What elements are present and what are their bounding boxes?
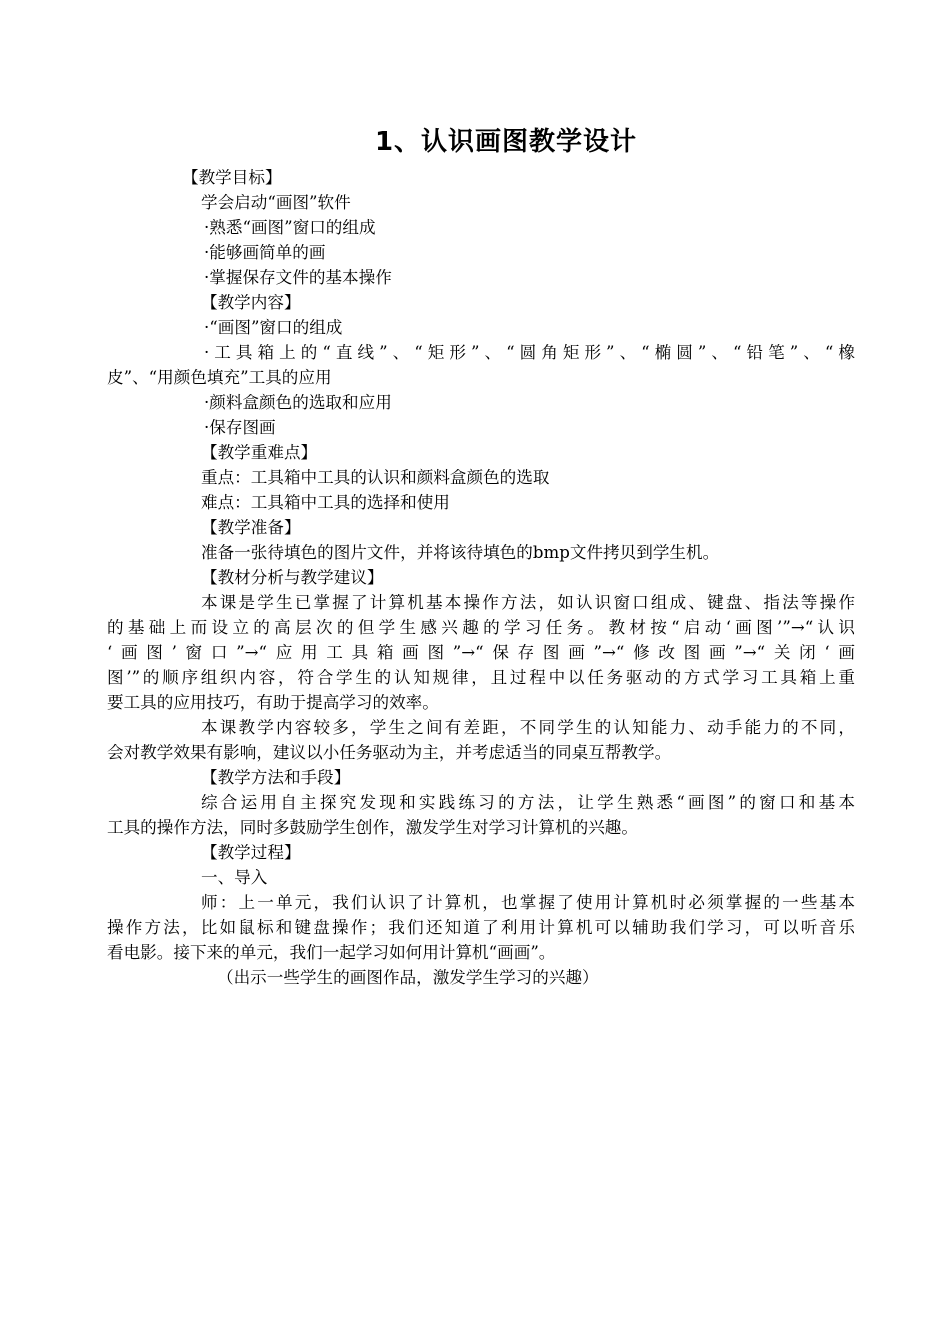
text-line: 【教学内容】 [201, 293, 301, 312]
text-line: 操作方法，比如鼠标和键盘操作；我们还知道了利用计算机可以辅助我们学习，可以听音乐 [107, 918, 855, 937]
text-line: ·颜料盒颜色的选取和应用 [204, 393, 392, 412]
text-line: ‘画图’窗口”→“应用工具箱画图”→“保存图画”→“修改图画”→“关闭‘画 [107, 643, 855, 662]
text-line: ·保存图画 [204, 418, 276, 437]
text-line: 工具的操作方法，同时多鼓励学生创作，激发学生对学习计算机的兴趣。 [107, 818, 638, 837]
text-line: 准备一张待填色的图片文件，并将该待填色的bmp文件拷贝到学生机。 [201, 543, 720, 562]
text-line: 图’”的顺序组织内容，符合学生的认知规律，且过程中以任务驱动的方式学习工具箱上重 [107, 668, 855, 687]
text-line: ·“画图”窗口的组成 [204, 318, 343, 337]
text-line: 师：上一单元，我们认识了计算机，也掌握了使用计算机时必须掌握的一些基本 [201, 893, 855, 912]
text-line: ·能够画简单的画 [204, 243, 326, 262]
document-title: 1、认识画图教学设计 [374, 127, 638, 157]
text-line: 本课是学生已掌握了计算机基本操作方法，如认识窗口组成、键盘、指法等操作 [201, 593, 855, 612]
text-line: 【教学过程】 [201, 843, 301, 862]
text-line: 皮”、“用颜色填充”工具的应用 [107, 368, 332, 387]
text-line: 【教学重难点】 [201, 443, 318, 462]
text-line: 【教学准备】 [201, 518, 301, 537]
text-line: 【教学方法和手段】 [201, 768, 351, 787]
text-line: 会对教学效果有影响，建议以小任务驱动为主，并考虑适当的同桌互帮教学。 [107, 743, 672, 762]
text-line: ·掌握保存文件的基本操作 [204, 268, 392, 287]
text-line: 难点：工具箱中工具的选择和使用 [201, 493, 450, 512]
text-line: 【教材分析与教学建议】 [201, 568, 384, 587]
text-line: 本课教学内容较多，学生之间有差距，不同学生的认知能力、动手能力的不同， [201, 718, 855, 737]
document-body [107, 165, 855, 990]
text-line: 看电影。接下来的单元，我们一起学习如何用计算机“画画”。 [107, 943, 556, 962]
text-line: ·熟悉“画图”窗口的组成 [204, 218, 376, 237]
text-line: 要工具的应用技巧，有助于提高学习的效率。 [107, 693, 439, 712]
text-line: 重点：工具箱中工具的认识和颜料盒颜色的选取 [201, 468, 550, 487]
text-line: 综合运用自主探究发现和实践练习的方法，让学生熟悉“画图”的窗口和基本 [201, 793, 855, 812]
text-line: 学会启动“画图”软件 [201, 193, 351, 212]
text-line: （出示一些学生的画图作品，激发学生学习的兴趣） [217, 968, 599, 987]
text-line: 一、导入 [201, 868, 268, 887]
text-line: 【教学目标】 [182, 168, 282, 187]
text-line: 的基础上而设立的高层次的但学生感兴趣的学习任务。教材按“启动‘画图’”→“认识 [107, 618, 855, 637]
text-line: ·工具箱上的“直线”、“矩形”、“圆角矩形”、“椭圆”、“铅笔”、“橡 [204, 343, 855, 362]
